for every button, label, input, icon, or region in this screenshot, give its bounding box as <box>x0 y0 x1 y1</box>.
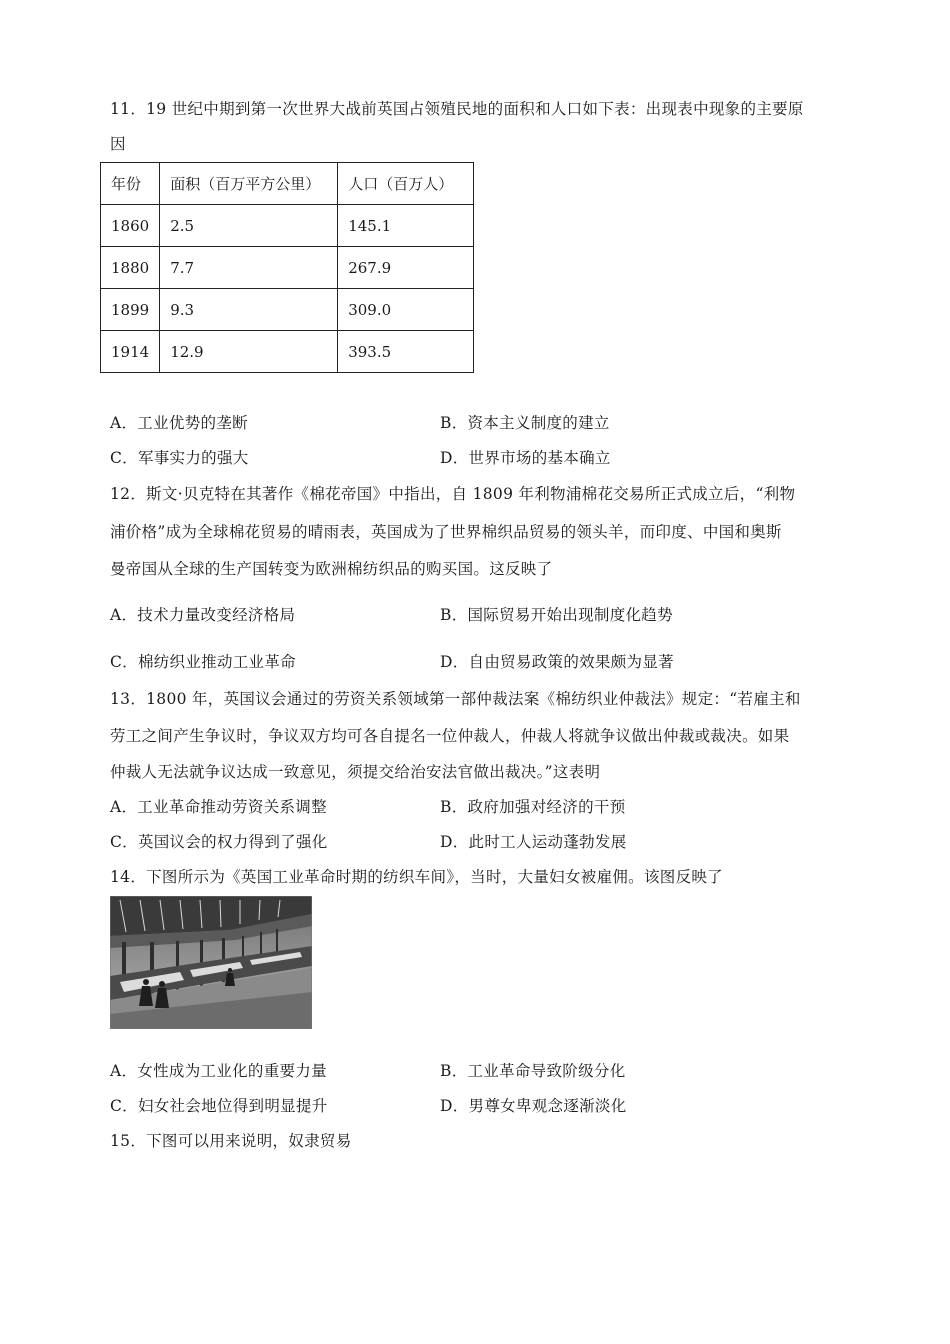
q15-stem: 15．下图可以用来说明，奴隶贸易 <box>110 1132 352 1150</box>
table-row <box>101 205 474 247</box>
textile-workshop-image <box>110 896 312 1029</box>
q11-stem-line1: 11．19 世纪中期到第一次世界大战前英国占领殖民地的面积和人口如下表：出现表中现象的主要原 <box>110 100 804 118</box>
table-cell: 1860 <box>101 205 160 247</box>
table-header-cell: 年份 <box>101 163 160 205</box>
table-cell: 267.9 <box>338 247 474 289</box>
q12-option-b: B．国际贸易开始出现制度化趋势 <box>440 606 673 624</box>
colony-data-table <box>100 162 474 373</box>
table-header-cell: 人口（百万人） <box>338 163 474 205</box>
table-cell: 145.1 <box>338 205 474 247</box>
q12-option-c: C．棉纺织业推动工业革命 <box>110 653 296 671</box>
q13-stem-line1: 13．1800 年，英国议会通过的劳资关系领域第一部仲裁法案《棉纺织业仲裁法》规定：“若雇主和 <box>110 690 801 708</box>
q14-option-a: A．女性成为工业化的重要力量 <box>110 1062 327 1080</box>
table-cell: 1899 <box>101 289 160 331</box>
q14-stem: 14．下图所示为《英国工业革命时期的纺织车间》，当时，大量妇女被雇佣。该图反映了 <box>110 868 723 886</box>
table-header-cell: 面积（百万平方公里） <box>160 163 338 205</box>
q12-option-a: A．技术力量改变经济格局 <box>110 606 296 624</box>
q14-option-b: B．工业革命导致阶级分化 <box>440 1062 626 1080</box>
q11-option-b: B．资本主义制度的建立 <box>440 414 610 432</box>
q13-option-a: A．工业革命推动劳资关系调整 <box>110 798 327 816</box>
table-cell: 1880 <box>101 247 160 289</box>
q13-option-c: C．英国议会的权力得到了强化 <box>110 833 328 851</box>
q11-option-a: A．工业优势的垄断 <box>110 414 248 432</box>
q11-stem-line2: 因 <box>110 135 126 153</box>
q13-stem-line3: 仲裁人无法就争议达成一致意见，须提交给治安法官做出裁决。”这表明 <box>110 763 601 781</box>
table-cell: 12.9 <box>160 331 338 373</box>
q11-option-d: D．世界市场的基本确立 <box>440 449 611 467</box>
q12-stem-line3: 曼帝国从全球的生产国转变为欧洲棉纺织品的购买国。这反映了 <box>110 560 553 578</box>
table-row <box>101 331 474 373</box>
q14-option-c: C．妇女社会地位得到明显提升 <box>110 1097 328 1115</box>
q14-option-d: D．男尊女卑观念逐渐淡化 <box>440 1097 627 1115</box>
table-row <box>101 247 474 289</box>
q11-option-c: C．军事实力的强大 <box>110 449 249 467</box>
table-cell: 2.5 <box>160 205 338 247</box>
table-header-row <box>101 163 474 205</box>
table-cell: 7.7 <box>160 247 338 289</box>
table-cell: 393.5 <box>338 331 474 373</box>
q13-option-b: B．政府加强对经济的干预 <box>440 798 626 816</box>
table-cell: 9.3 <box>160 289 338 331</box>
table-row <box>101 289 474 331</box>
q12-stem-line2: 浦价格”成为全球棉花贸易的晴雨表，英国成为了世界棉织品贸易的领头羊，而印度、中国和奥斯 <box>110 523 782 541</box>
q12-stem-line1: 12．斯文·贝克特在其著作《棉花帝国》中指出，自 1809 年利物浦棉花交易所正式成立后，“利物 <box>110 485 796 503</box>
q12-option-d: D．自由贸易政策的效果颇为显著 <box>440 653 674 671</box>
q13-option-d: D．此时工人运动蓬勃发展 <box>440 833 627 851</box>
table-cell: 309.0 <box>338 289 474 331</box>
q13-stem-line2: 劳工之间产生争议时，争议双方均可各自提名一位仲裁人，仲裁人将就争议做出仲裁或裁决。如果 <box>110 727 790 745</box>
table-cell: 1914 <box>101 331 160 373</box>
